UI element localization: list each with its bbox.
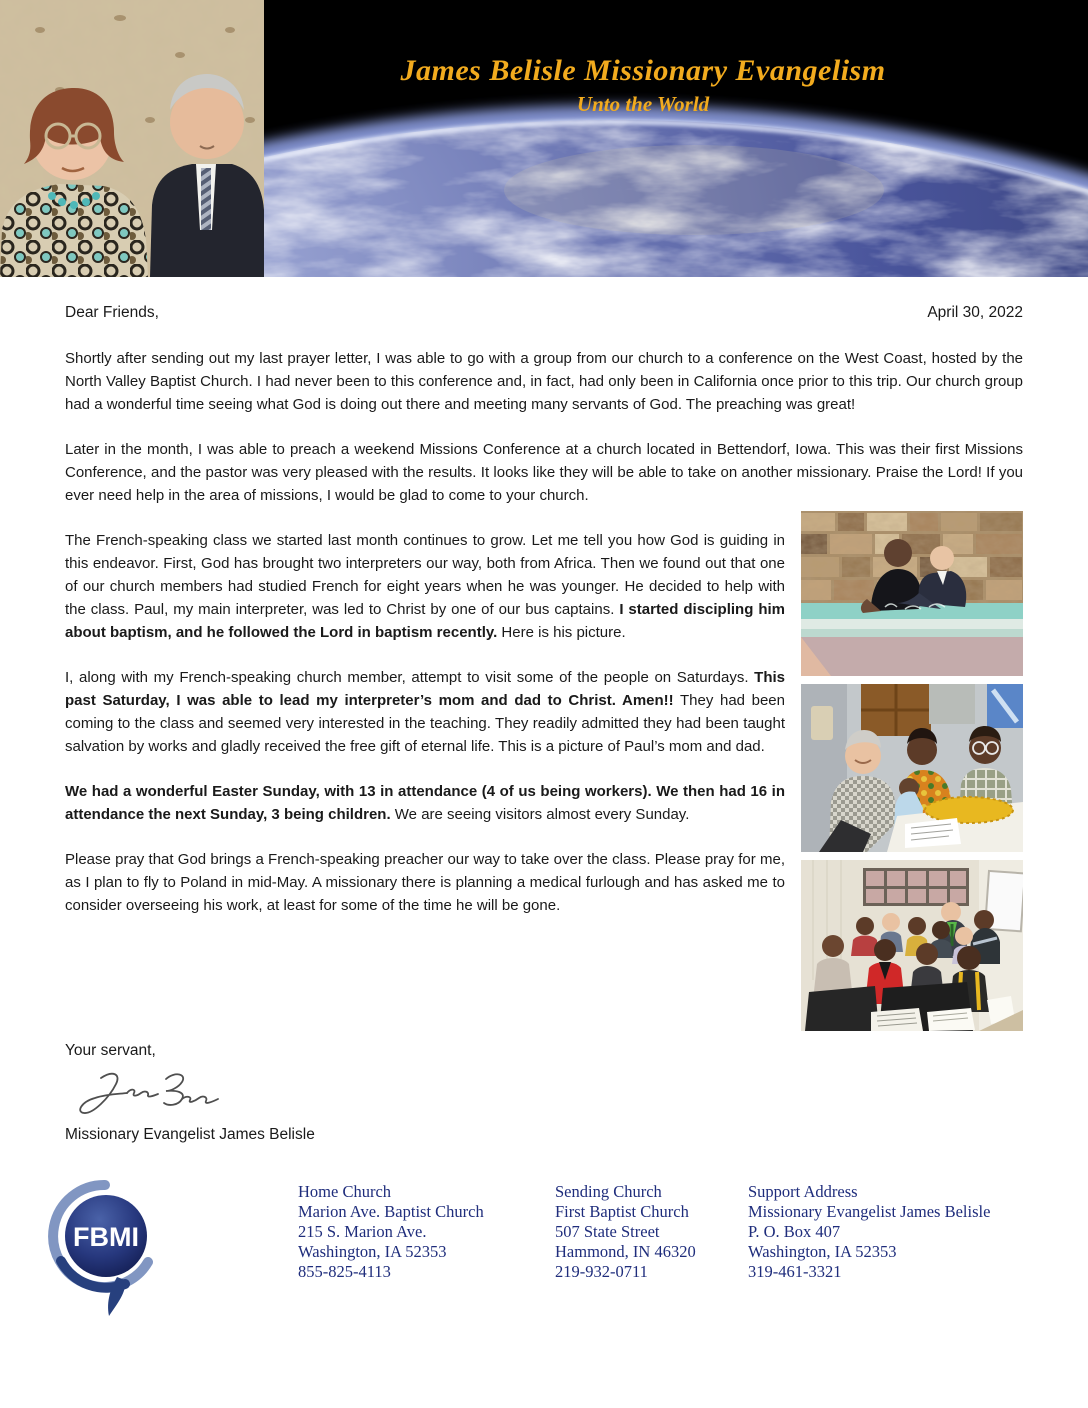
footer-phone: 319-461-3321 — [748, 1262, 842, 1281]
fbmi-logo-text: FBMI — [73, 1222, 139, 1252]
closing-block — [65, 1039, 1023, 1146]
salutation: Dear Friends, — [65, 304, 159, 321]
french-class-photo — [801, 860, 1023, 1031]
fbmi-logo — [45, 1176, 157, 1318]
letter-body — [0, 277, 1088, 1146]
paragraph-prayer-requests: Please pray that God brings a French-speaking preacher our way to take over the class. Please pray for me, as I plan to fly to Poland in mid-May. A missionary there is planning a medical furlough and has asked me to consider overseeing his work, at least for some of the time he will be gone. — [65, 851, 785, 914]
baptism-photo — [801, 511, 1023, 676]
pauls-parents-photo — [801, 684, 1023, 852]
paragraph-conference: Shortly after sending out my last prayer letter, I was able to go with a group from our church to a conference on the West Coast, hosted by the North Valley Baptist Church. I had never been to this conference and, in fact, had only been in California once prior to this trip. Our church group had a wonderful time seeing what God is doing out there and meeting many servants of God. The preaching was great! — [65, 350, 1023, 413]
letter-date: April 30, 2022 — [927, 304, 1023, 321]
paragraph-missions-conference: Later in the month, I was able to preach a weekend Missions Conference at a church located in Bettendorf, Iowa. This was their first Missions Conference, and the pastor was very pleased with the results. It looks like they will be able to take on another missionary. Praise the Lord! If you ever need help in the area of missions, I would be glad to come to your church. — [65, 441, 1023, 504]
paragraph-saturday-visits: I, along with my French-speaking church member, attempt to visit some of the people on Saturdays. This past Saturday, I was able to lead my interpreter’s mom and dad to Christ. Amen!! They had been coming to the class and seemed very interested in the teaching. They readily admitted they had been taught salvation by works and gladly received the free gift of eternal life. This is a picture of Paul’s mom and dad. — [65, 669, 785, 755]
footer — [0, 1146, 1088, 1318]
footer-support-address: Support Address Missionary Evangelist James Belisle P. O. Box 407 Washington, IA 52353 319-461-3321 — [748, 1182, 991, 1281]
photo-column — [801, 511, 1023, 1031]
letter-head — [65, 301, 1023, 324]
missionary-couple-photo — [0, 0, 264, 277]
ministry-title: James Belisle Missionary Evangelism — [400, 54, 886, 87]
paragraph-easter: We had a wonderful Easter Sunday, with 13 in attendance (4 of us being workers). We then had 16 in attendance the next Sunday, 3 being children. We are seeing visitors almost every Sunday. — [65, 783, 785, 823]
signature-image — [71, 1066, 1023, 1121]
masthead — [0, 0, 1088, 277]
footer-columns — [298, 1182, 990, 1282]
footer-home-church: Home Church Marion Ave. Baptist Church 215 S. Marion Ave. Washington, IA 52353 855-825-4113 — [298, 1182, 555, 1282]
header-banner — [264, 0, 1088, 277]
footer-col-title: Support Address — [748, 1182, 858, 1201]
paragraph-french-class: The French-speaking class we started last month continues to grow. Let me tell you how God is guiding in this endeavor. First, God has brought two interpreters our way, both from Africa. Then we found out that one of our church members had studied French for eight years when he was younger. He decided to help with the class. Paul, my main interpreter, was led to Christ by one of our bus captains. I started discipling him about baptism, and he followed the Lord in baptism recently. Here is his picture. — [65, 532, 785, 641]
signed-by: Missionary Evangelist James Belisle — [65, 1126, 315, 1143]
footer-sending-church: Sending Church First Baptist Church 507 State Street Hammond, IN 46320 219-932-0711 — [555, 1182, 748, 1282]
closing: Your servant, — [65, 1042, 156, 1059]
footer-phone: 219-932-0711 — [555, 1262, 648, 1281]
footer-phone: 855-825-4113 — [298, 1262, 391, 1281]
footer-col-title: Sending Church — [555, 1182, 662, 1201]
ministry-subtitle: Unto the World — [576, 91, 710, 116]
footer-col-title: Home Church — [298, 1182, 392, 1201]
banner-text — [264, 54, 1022, 116]
